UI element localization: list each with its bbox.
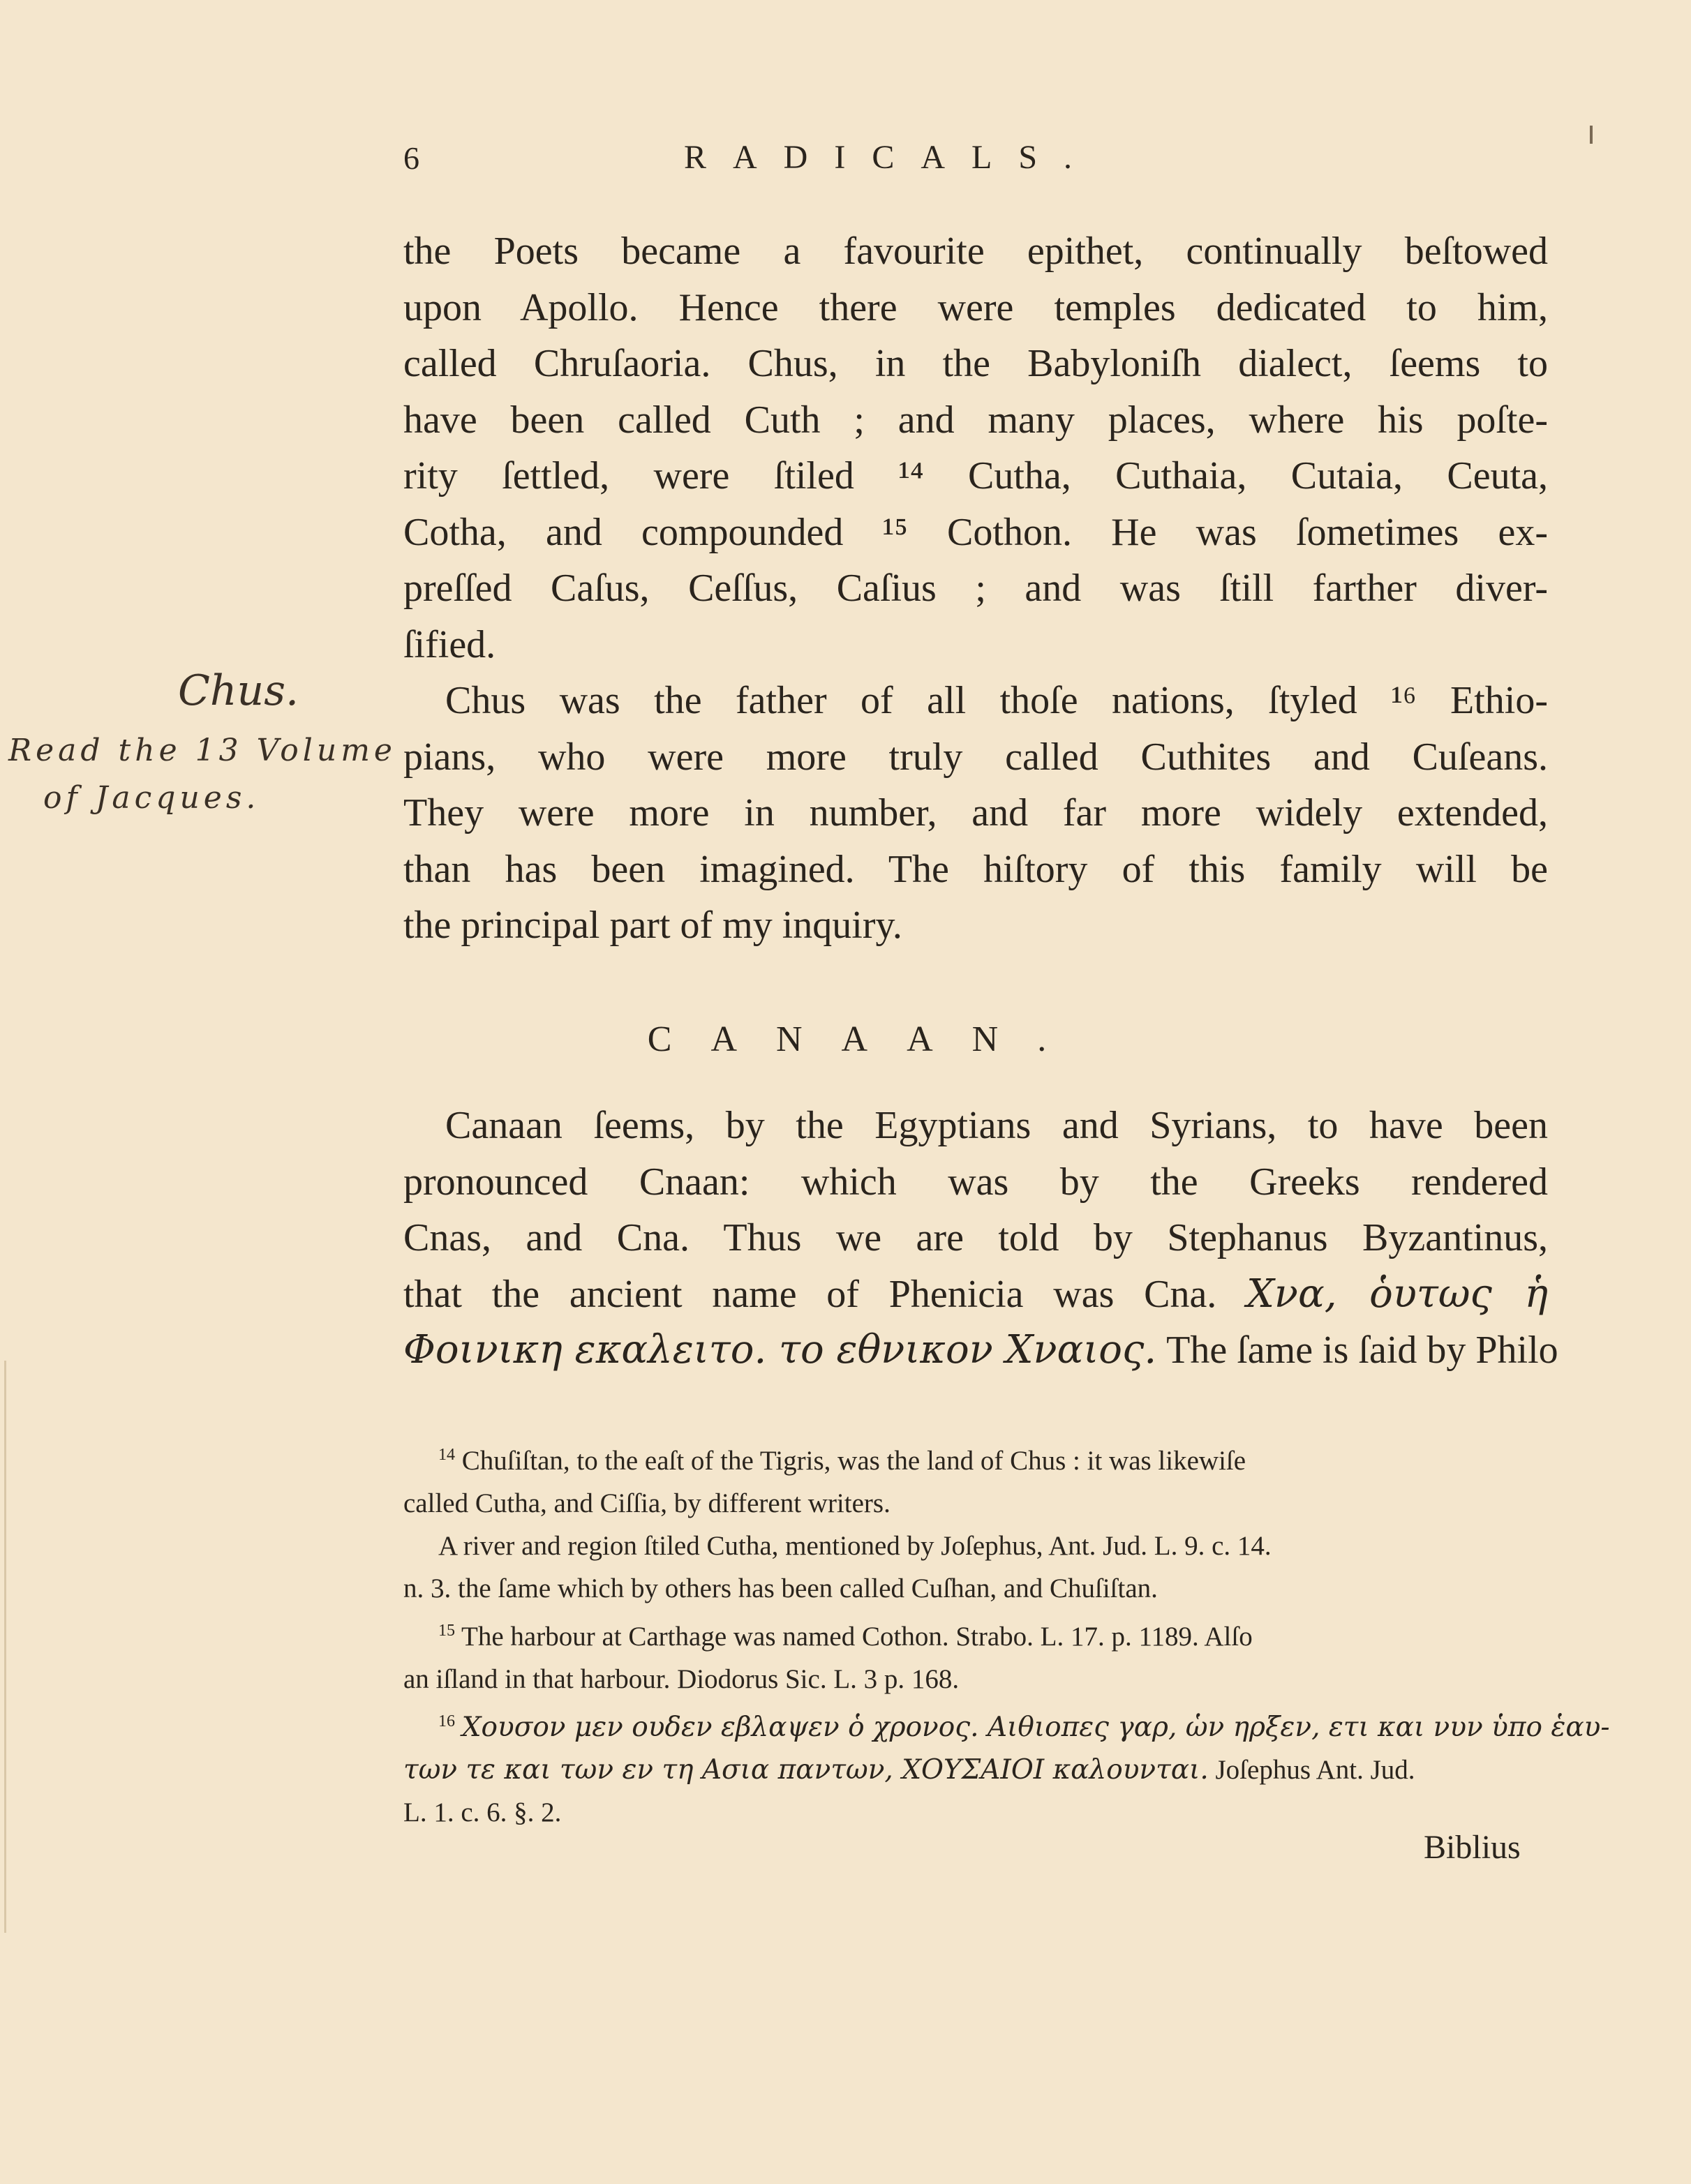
text-line-mixed: [403, 1266, 1548, 1323]
text-line: than has been imagined. The hiſtory of this family will be: [403, 847, 1548, 891]
text-line: pians, who were more truly called Cuthites and Cuſeans.: [403, 735, 1548, 779]
section-heading-canaan: CANAAN.: [647, 1019, 1086, 1059]
text-line: preſſed Caſus, Ceſſus, Caſius ; and was ſtill farther diver-: [403, 567, 1548, 610]
paragraph-chus: [403, 673, 1548, 954]
margin-note-read: Read the 13 Volume: [8, 733, 396, 768]
paragraph-canaan: [403, 1098, 1558, 1379]
footnote-line: A river and region ſtiled Cutha, mentioned by Joſephus, Ant. Jud. L. 9. c. 14.: [438, 1531, 1272, 1561]
footnote-greek: Χουσον μεν ουδεν εβλαψεν ὁ χρονος. Αιθιοπες γαρ, ὡν ηρξεν, ετι και νυν ὑπο ἑαυ-: [461, 1712, 1610, 1743]
text-line-mixed: [403, 1322, 1558, 1379]
footnote-16: [403, 1700, 1610, 1749]
footnote-line: an iſland in that harbour. Diodorus Sic. L. 3 p. 168.: [403, 1664, 960, 1694]
margin-note-jacques: of Jacques.: [43, 780, 260, 816]
footnote-line: L. 1. c. 6. §. 2.: [403, 1797, 562, 1827]
footnote-14: [403, 1434, 1548, 1482]
footnote-text: The harbour at Carthage was named Cothon. Strabo. L. 17. p. 1189. Alſo: [461, 1622, 1253, 1652]
footnote-mark: 15: [438, 1622, 455, 1640]
text-line: called Chruſaoria. Chus, in the Babyloniſh dialect, ſeems to: [403, 342, 1548, 385]
footnotes: [403, 1434, 1610, 1834]
text-line: rity ſettled, were ſtiled ¹⁴ Cutha, Cuthaia, Cutaia, Ceuta,: [403, 454, 1548, 498]
margin-note-chus: Chus.: [178, 666, 299, 715]
footnote-line: called Cutha, and Ciſſia, by different writers.: [403, 1488, 891, 1518]
greek-text: Φοινικη εκαλειτο. το εθνικον Χναιος.: [403, 1327, 1157, 1373]
catchword: Biblius: [1424, 1829, 1521, 1866]
page-edge-mark: [1590, 126, 1593, 144]
text-line: Cnas, and Cna. Thus we are told by Stephanus Byzantinus,: [403, 1216, 1548, 1259]
text-line: upon Apollo. Hence there were temples dedicated to him,: [403, 285, 1548, 329]
footnote-text: Joſephus Ant. Jud.: [1215, 1755, 1415, 1785]
page-edge-shadow: [4, 1361, 6, 1933]
footnote-15: [403, 1610, 1548, 1658]
running-title: RADICALS.: [684, 139, 1099, 176]
footnote-line-mixed: [403, 1749, 1548, 1791]
text-line: Chus was the father of all thoſe nations, ſtyled ¹⁶ Ethio-: [445, 679, 1548, 722]
text-line: Cotha, and compounded ¹⁵ Cothon. He was ſometimes ex-: [403, 510, 1548, 554]
text-line: They were more in number, and far more widely extended,: [403, 791, 1548, 835]
footnote-mark: 16: [438, 1712, 455, 1730]
footnote-line: n. 3. the ſame which by others has been called Cuſhan, and Chuſiſtan.: [403, 1573, 1158, 1603]
text-line: ſified.: [403, 622, 496, 666]
text-line: pronounced Cnaan: which was by the Greeks rendered: [403, 1160, 1548, 1204]
text-line: Canaan ſeems, by the Egyptians and Syrians, to have been: [445, 1104, 1548, 1147]
greek-text: Χνα, ὁυτως ἡ: [1246, 1271, 1548, 1317]
paragraph-poets: [403, 223, 1548, 673]
text-line: the Poets became a favourite epithet, continually beſtowed: [403, 230, 1548, 273]
text-line: have been called Cuth ; and many places, where his poſte-: [403, 398, 1548, 442]
footnote-text: Chuſiſtan, to the eaſt of the Tigris, was the land of Chus : it was likewiſe: [461, 1446, 1246, 1476]
text-line: the principal part of my inquiry.: [403, 904, 902, 947]
footnote-greek: των τε και των εν τη Ασια παντων, ΧΟΥΣΑΙΟΙ καλουνται.: [403, 1754, 1209, 1786]
footnote-mark: 14: [438, 1446, 455, 1464]
page-number: 6: [403, 140, 419, 176]
line-text: The ſame is ſaid by Philo: [1166, 1329, 1558, 1372]
line-text: that the ancient name of Phenicia was Cna.: [403, 1272, 1217, 1316]
